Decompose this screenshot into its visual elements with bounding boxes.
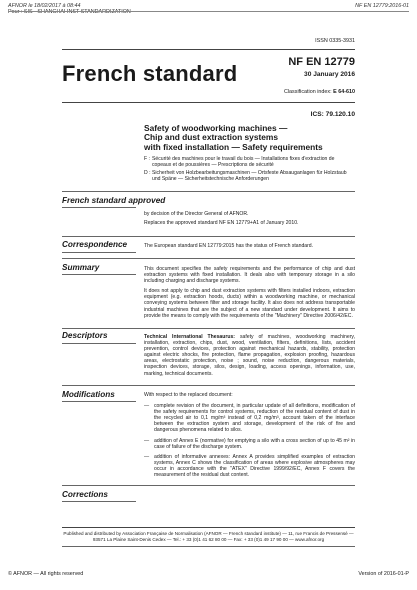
section-label-rule [62,274,136,275]
list-item-text: complete revision of the document, in particular update of all definitions, modification of the safety requirements for control systems, reduction of the residual content of dust in the recycled air to 0,1 mg/m³ instead of 0,2 mg/m³, account taken of the interface between the extraction system and storage, development of the risk of fire and dangerous phenomena related to silos. [154,403,355,434]
dash-bullet: — [144,453,150,460]
section-rule [62,385,355,386]
licensee: Pour : SIS - SHANGHAI INST STANDARDIZATION [8,9,131,16]
translation-french [144,156,352,168]
issn: ISSN 0335-3931 [315,38,355,44]
section-label-rule [62,401,136,402]
summary-paragraph: It does not apply to chip and dust extraction systems with filters installed indoors, extraction equipment (e.g. extraction hoods, ducts) within a woodworking machine, or mechanical conveying systems between filter and storage facility. It also does not address transportable industrial machines that are the subject of a new standard under development. It aims to provide the means to comply with the requirements of the "Machinery" Directive 2006/42/EC. [144,288,355,319]
section-label-descriptors: Descriptors [62,331,108,340]
descriptors-list: safety of machines, woodworking machinery, installation, extraction, chips, dust, wood, ventilation, filters, definitions, lists, accident prevention, control devices, protection against mechanical hazards, stability, protection against electric shocks, fire protection, flame propagation, explosion proofing, hazardous areas, electrostatic protection, noise ; sound, noise reduction, dangerous materials, inspection devices, storage, silos, design, loading, access openings, information, use, marking, technical documents. [144,334,355,377]
publisher-info: Published and distributed by Association Française de Normalisation (AFNOR — French standard institute) — 11, rue Francis de Pressensé — 93571 La Plaine Saint-Denis Cedex — Tel.: + 33 (0)1 41 62 80 00 — Fax: + 33 (0)1 49 17 90 00 — www.afnor.org [63,531,354,542]
print-timestamp: AFNOR le 18/02/2017 à 08:44 [8,3,81,9]
list-item [144,454,355,478]
ics-code: ICS: 79.120.10 [310,111,355,118]
footer-bottom-rule [62,546,355,547]
translation-text: Sicherheit von Holzbearbeitungsmaschinen — Ortsfeste Absauganlagen für Holzstaub und Späne — Sicherheitstechnische Anforderungen [152,170,347,183]
document-title [144,124,364,152]
copyright: © AFNOR — All rights reserved [8,571,84,577]
dash-bullet: — [144,403,150,410]
footer-rule [62,527,355,528]
approved-line: Replaces the approved standard NF EN 12779+A1 of January 2010. [144,220,299,227]
approved-text [144,211,355,230]
classification-value: E 64-610 [333,89,355,95]
section-rule [62,191,355,192]
thesaurus-lead: Technical International Thesaurus: [144,334,236,340]
section-label-approved: French standard approved [62,196,166,205]
section-label-rule [62,252,136,253]
list-item-text: addition of Annex E (normative) for emptying a silo with a cross section of up to 45 m² in case of failure of the discharge system. [154,437,355,450]
translation-text: Sécurité des machines pour le travail du bois — Installations fixes d'extraction de copeaux et de poussières — Prescriptions de sécurité [152,156,335,169]
section-rule [62,258,355,259]
summary-paragraph: This document specifies the safety requirements and the performance of chip and dust extraction systems with fixed installation. It deals also with temporary storage in a silo including charging and discharge systems. [144,266,355,285]
modifications-intro: With respect to the replaced document: [144,392,233,398]
section-label-rule [62,501,136,502]
title-top-rule [62,49,355,50]
descriptors-text [144,334,355,377]
modifications-text [144,392,355,482]
translation-german [144,170,352,182]
document-title-line: Chip and dust extraction systems [144,132,279,143]
list-item [144,438,355,450]
document-title-line: Safety of woodworking machines — [144,123,288,133]
header-rule [8,11,409,12]
section-rule [62,485,355,486]
section-label-correspondence: Correspondence [62,240,128,249]
section-label-summary: Summary [62,263,100,272]
approved-line: by decision of the Director General of AFNOR. [144,211,249,217]
list-item-text: addition of informative annexes: Annex A provides simplified examples of extraction systems, Annex C shows the classification of areas where explosive atmospheres may occur in accordance with the "ATEX" Directive 1999/92/EC, Annex F covers the measurement of the residual dust content. [154,453,355,479]
page-title: French standard [62,61,238,86]
section-label-rule [62,207,136,208]
version: Version of 2016-01-P [358,571,409,577]
dash-bullet: — [144,437,150,444]
language-code: F : [144,156,150,162]
correspondence-text: The European standard EN 12779:2015 has the status of French standard. [144,243,314,249]
list-item [144,403,355,433]
section-label-modifications: Modifications [62,390,115,399]
classification-label: Classification index: [283,89,332,95]
language-code: D : [144,170,151,176]
section-label-corrections: Corrections [62,490,108,499]
section-label-rule [62,343,136,344]
document-title-line: with fixed installation — Safety requirements [144,141,323,152]
section-rule [62,328,355,329]
section-rule [62,236,355,237]
summary-text [144,266,355,323]
standard-date: 30 January 2016 [304,71,355,78]
running-header-left [8,3,131,16]
title-bottom-rule [62,102,355,103]
standard-number: NF EN 12779 [288,56,355,68]
classification-index [284,89,355,95]
running-header-right: NF EN 12779:2016-01 [355,3,409,9]
